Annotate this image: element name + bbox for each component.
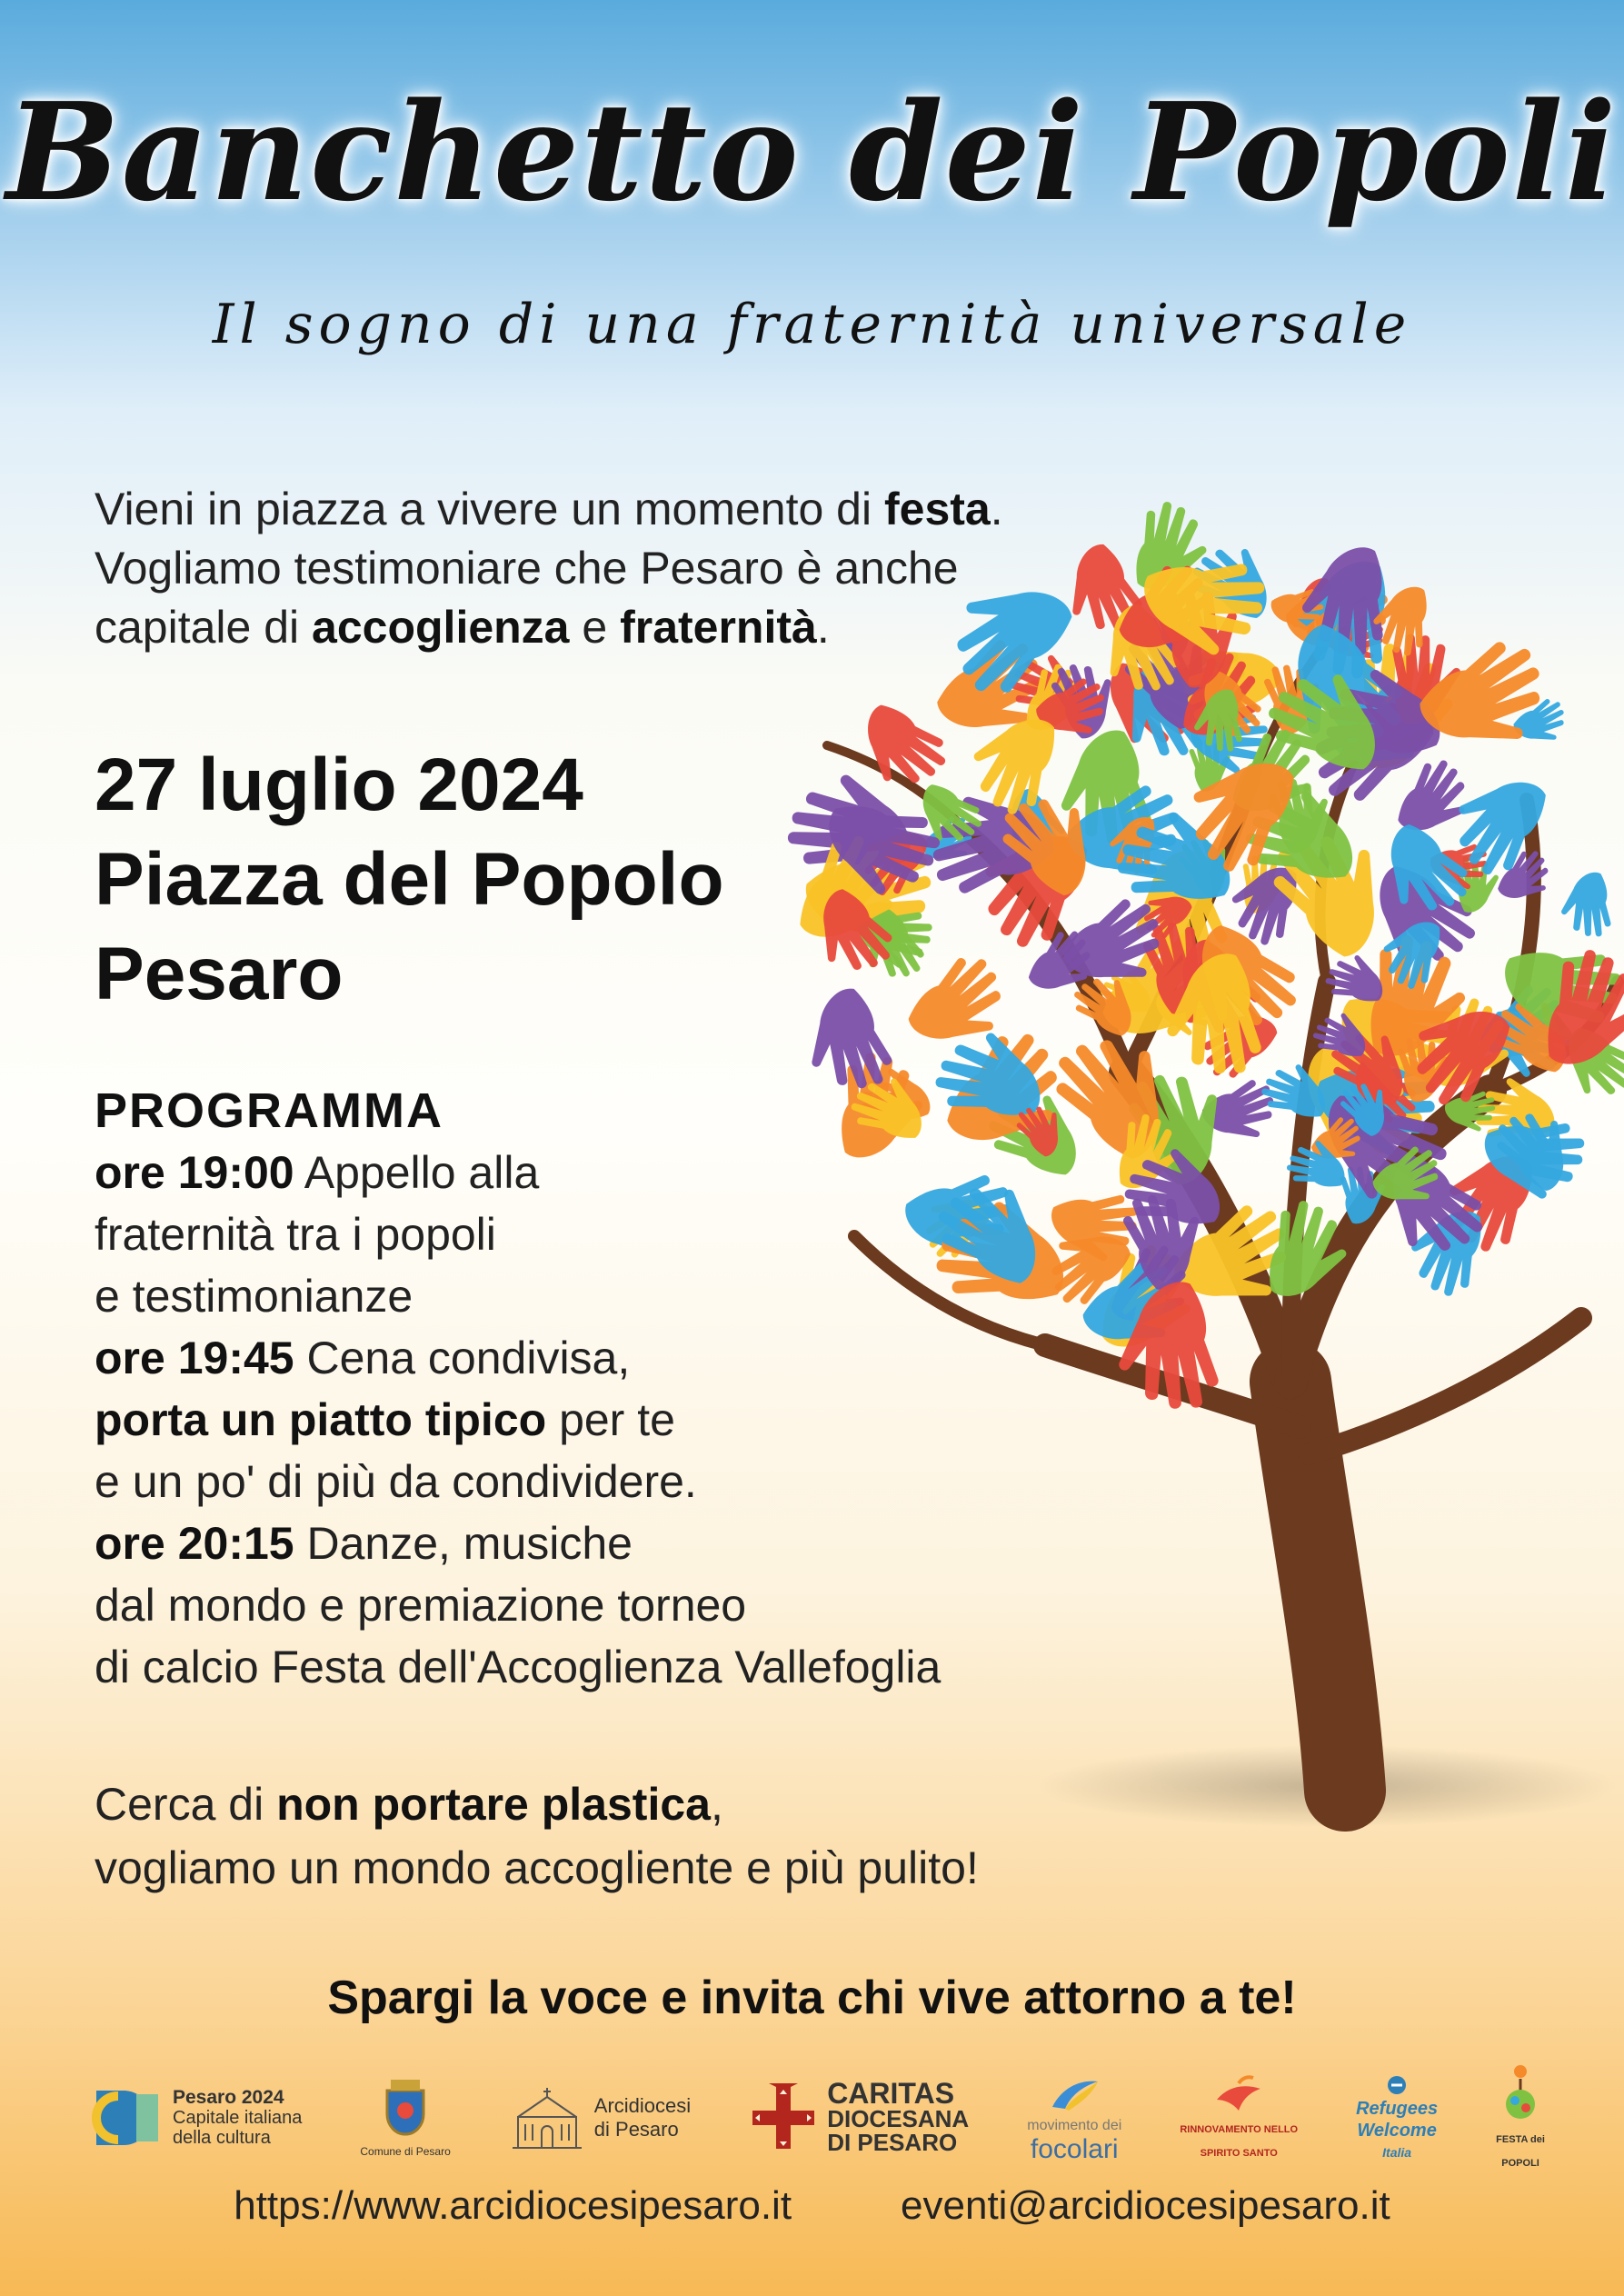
program-item-2: ore 19:45 Cena condivisa, xyxy=(95,1333,631,1383)
caritas-logo: CARITAS DIOCESANA DI PESARO xyxy=(749,2081,969,2154)
cathedral-icon xyxy=(509,2084,585,2151)
pesaro-2024-logo: Pesaro 2024 Capitale italiana della cultura xyxy=(91,2081,302,2154)
refugees-welcome-logo: Refugees Welcome Italia xyxy=(1356,2074,1438,2161)
partner-logos xyxy=(91,2063,1545,2172)
program-line: dal mondo e premiazione torneo xyxy=(95,1580,747,1631)
program-time: ore 20:15 xyxy=(95,1518,294,1569)
festa-dei-popoli-logo: FESTA dei POPOLI xyxy=(1496,2062,1545,2173)
event-city: Pesaro xyxy=(95,933,344,1015)
poster-subtitle: Il sogno di una fraternità universale xyxy=(212,293,1412,356)
program-time: ore 19:00 xyxy=(95,1147,294,1198)
program-time: ore 19:45 xyxy=(95,1333,294,1383)
focolari-logo: movimento dei focolari xyxy=(1027,2076,1121,2160)
email-link[interactable]: eventi@arcidiocesipesaro.it xyxy=(901,2183,1390,2228)
program-item-3: ore 20:15 Danze, musiche xyxy=(95,1518,633,1569)
website-link[interactable]: https://www.arcidiocesipesaro.it xyxy=(234,2183,792,2228)
intro-line-1: Vieni in piazza a vivere un momento di festa. xyxy=(95,484,1003,534)
program-item-1: ore 19:00 Appello alla xyxy=(95,1147,540,1198)
event-place: Piazza del Popolo xyxy=(95,838,724,921)
program-title: PROGRAMMA xyxy=(95,1083,443,1138)
pesaro-2024-icon xyxy=(91,2081,164,2154)
focolari-flame-icon xyxy=(1047,2076,1101,2112)
event-date: 27 luglio 2024 xyxy=(95,744,583,826)
refugees-welcome-icon xyxy=(1382,2074,1411,2096)
rinnovamento-spirito-santo-logo: RINNOVAMENTO NELLO SPIRITO SANTO xyxy=(1180,2072,1298,2163)
dove-icon xyxy=(1211,2072,1266,2116)
coat-of-arms-icon xyxy=(378,2078,433,2141)
program-line: di calcio Festa dell'Accoglienza Vallefoglia xyxy=(95,1642,942,1692)
call-to-action: Spargi la voce e invita chi vive attorno a te! xyxy=(327,1972,1297,2024)
poster-title: Banchetto dei Popoli xyxy=(5,73,1619,231)
event-details xyxy=(95,738,724,1022)
program-line: e un po' di più da condividere. xyxy=(95,1456,697,1507)
hand-leaf xyxy=(1556,871,1613,942)
comune-di-pesaro-logo: Comune di Pesaro xyxy=(360,2078,450,2158)
program-line: fraternità tra i popoli xyxy=(95,1209,496,1260)
hands-tree-illustration xyxy=(745,473,1624,1854)
program-line: porta un piatto tipico per te xyxy=(95,1394,675,1445)
intro-line-2: Vogliamo testimoniare che Pesaro è anche xyxy=(95,543,959,594)
plastic-note: Cerca di non portare plastica, vogliamo un mondo accogliente e più pulito! xyxy=(95,1779,979,1893)
contact-footer xyxy=(0,2183,1624,2229)
caritas-cross-icon xyxy=(749,2083,818,2152)
arcidiocesi-logo: Arcidiocesi di Pesaro xyxy=(509,2084,691,2151)
intro-line-3: capitale di accoglienza e fraternità. xyxy=(95,602,830,653)
festa-dei-popoli-icon xyxy=(1502,2062,1539,2126)
program-line: e testimonianze xyxy=(95,1271,413,1322)
